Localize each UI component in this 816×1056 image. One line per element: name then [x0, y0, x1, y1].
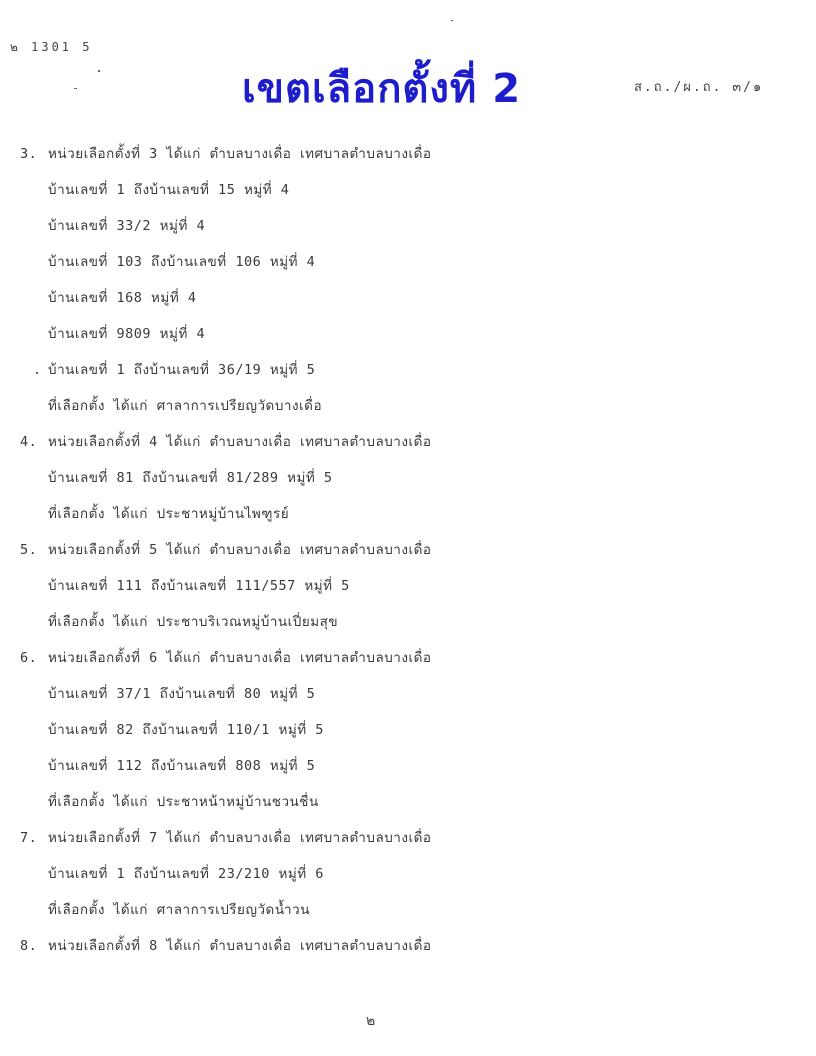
house-range: บ้านเลขที่ 112 ถึงบ้านเลขที่ 808 หมู่ที่ 5 — [48, 758, 316, 774]
polling-unit-title: หน่วยเลือกตั้งที่ 5 ได้แก่ ตำบลบางเดื่อ เทศบาลตำบลบางเดื่อ — [48, 542, 432, 558]
scan-speck — [98, 70, 100, 72]
house-range: บ้านเลขที่ 103 ถึงบ้านเลขที่ 106 หมู่ที่ 4 — [48, 254, 316, 270]
house-range: บ้านเลขที่ 37/1 ถึงบ้านเลขที่ 80 หมู่ที่ 5 — [48, 686, 316, 702]
polling-unit-number: 5. — [20, 542, 38, 558]
scan-speck — [74, 88, 77, 89]
house-range: บ้านเลขที่ 1 ถึงบ้านเลขที่ 36/19 หมู่ที่ 5 — [48, 362, 316, 378]
polling-unit-title: หน่วยเลือกตั้งที่ 4 ได้แก่ ตำบลบางเดื่อ เทศบาลตำบลบางเดื่อ — [48, 434, 432, 450]
polling-place: ที่เลือกตั้ง ได้แก่ ประชาหน้าหมู่บ้านชวนชื่น — [48, 794, 319, 810]
polling-unit-number: 4. — [20, 434, 38, 450]
house-range: บ้านเลขที่ 1 ถึงบ้านเลขที่ 23/210 หมู่ที่ 6 — [48, 866, 324, 882]
page-title: เขตเลือกตั้งที่ 2 — [242, 66, 522, 112]
polling-unit-title: หน่วยเลือกตั้งที่ 6 ได้แก่ ตำบลบางเดื่อ เทศบาลตำบลบางเดื่อ — [48, 650, 432, 666]
polling-unit-title: หน่วยเลือกตั้งที่ 7 ได้แก่ ตำบลบางเดื่อ เทศบาลตำบลบางเดื่อ — [48, 830, 432, 846]
polling-unit-number: 8. — [20, 938, 38, 954]
house-range: บ้านเลขที่ 81 ถึงบ้านเลขที่ 81/289 หมู่ที่ 5 — [48, 470, 333, 486]
page-number: ๒ — [366, 1013, 376, 1029]
document-id: ๒ 1301 5 — [10, 40, 93, 54]
form-reference: ส.ถ./ผ.ถ. ๓/๑ — [634, 80, 764, 95]
polling-unit-title: หน่วยเลือกตั้งที่ 8 ได้แก่ ตำบลบางเดื่อ เทศบาลตำบลบางเดื่อ — [48, 938, 432, 954]
polling-place: ที่เลือกตั้ง ได้แก่ ประชาบริเวณหมู่บ้านเปี่ยมสุข — [48, 614, 339, 630]
house-range: บ้านเลขที่ 9809 หมู่ที่ 4 — [48, 326, 206, 342]
polling-place: ที่เลือกตั้ง ได้แก่ ศาลาการเปรียญวัดน้ำวน — [48, 902, 310, 918]
house-range: บ้านเลขที่ 82 ถึงบ้านเลขที่ 110/1 หมู่ที่ 5 — [48, 722, 324, 738]
polling-unit-number: 3. — [20, 146, 38, 162]
scan-speck — [36, 372, 38, 374]
polling-unit-number: 6. — [20, 650, 38, 666]
polling-unit-number: 7. — [20, 830, 38, 846]
scan-speck — [451, 20, 453, 21]
house-range: บ้านเลขที่ 168 หมู่ที่ 4 — [48, 290, 197, 306]
house-range: บ้านเลขที่ 1 ถึงบ้านเลขที่ 15 หมู่ที่ 4 — [48, 182, 290, 198]
house-range: บ้านเลขที่ 33/2 หมู่ที่ 4 — [48, 218, 206, 234]
house-range: บ้านเลขที่ 111 ถึงบ้านเลขที่ 111/557 หมู่ที่ 5 — [48, 578, 350, 594]
polling-place: ที่เลือกตั้ง ได้แก่ ศาลาการเปรียญวัดบางเดื่อ — [48, 398, 323, 414]
polling-place: ที่เลือกตั้ง ได้แก่ ประชาหมู่บ้านไพฑูรย์ — [48, 506, 290, 522]
polling-unit-title: หน่วยเลือกตั้งที่ 3 ได้แก่ ตำบลบางเดื่อ เทศบาลตำบลบางเดื่อ — [48, 146, 432, 162]
